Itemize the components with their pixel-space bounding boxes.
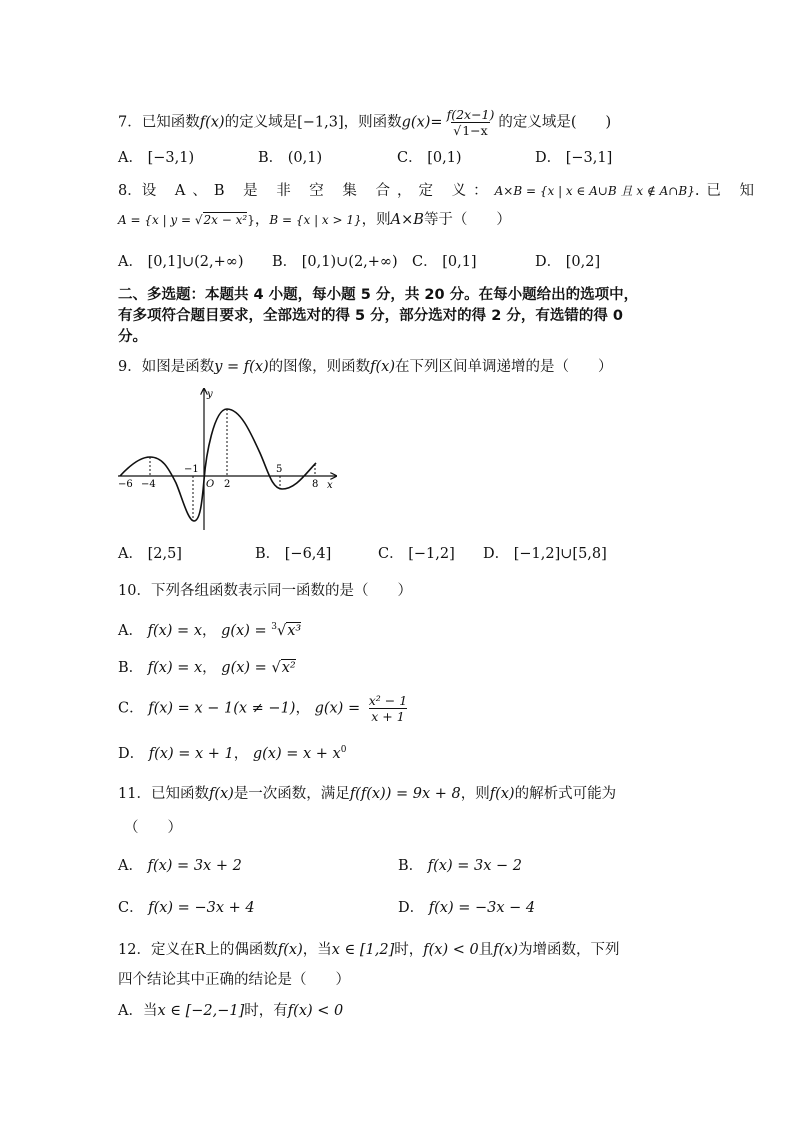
q7-stem: 7．已知函数f(x)的定义域是[−1,3]，则函数g(x)= $\frac{f(2x-1)}{√1-x}$ 的定义域是( ) bbox=[118, 107, 612, 138]
q8-option-c[interactable]: C． [0,1] bbox=[412, 254, 477, 270]
q8-option-a[interactable]: A． [0,1]∪(2,+∞) bbox=[118, 254, 244, 270]
q7-option-a[interactable]: A． [−3,1) bbox=[118, 150, 195, 166]
q7-fraction: $\frac{f(2x-1)}{√1-x}$ bbox=[446, 107, 495, 138]
q10-option-c[interactable]: C． f(x) = x − 1(x ≠ −1)， g(x) = $\frac{\text{x² − 1}}{x + 1}$ bbox=[118, 693, 408, 724]
q11-option-b[interactable]: B． f(x) = 3x − 2 bbox=[398, 858, 522, 874]
q12-number: 12． bbox=[118, 942, 151, 958]
q8-option-b[interactable]: B． [0,1)∪(2,+∞) bbox=[272, 254, 398, 270]
q8-number: 8． bbox=[118, 183, 142, 199]
q10-option-b[interactable]: B． f(x) = x， g(x) = √x² bbox=[118, 660, 296, 676]
q11-number: 11． bbox=[118, 786, 151, 802]
q7-f-x: f(x) bbox=[199, 114, 225, 131]
q8-option-d[interactable]: D． [0,2] bbox=[535, 254, 601, 270]
q8-definition: A×B = {x | x ∈ A∪B 且 x ∉ A∩B} bbox=[494, 184, 695, 198]
q9-curve bbox=[120, 409, 319, 521]
q9-number: 9． bbox=[118, 359, 142, 375]
section2-line2: 有多项符合题目要求，全部选对的得 5 分，部分选对的得 2 分，有选错的得 0 bbox=[118, 308, 624, 324]
section2-line3: 分。 bbox=[118, 329, 147, 345]
q12-stem-line1: 12．定义在R上的偶函数f(x)，当x ∈ [1,2]时，f(x) < 0且f(x)为增函数，下列 bbox=[118, 942, 620, 958]
q9-y-label: y bbox=[207, 389, 213, 400]
q7-option-d[interactable]: D． [−3,1] bbox=[535, 150, 613, 166]
q9-tick-label: 5 bbox=[276, 464, 283, 475]
q10-number: 10． bbox=[118, 583, 151, 599]
q12-stem-line2: 四个结论其中正确的结论是（ ） bbox=[118, 972, 350, 988]
q7-number: 7． bbox=[118, 114, 142, 131]
q9-origin-label: O bbox=[206, 479, 215, 490]
q11-option-a[interactable]: A． f(x) = 3x + 2 bbox=[118, 858, 242, 874]
q8-stem-line2: A = {x | y = √2x − x²}，B = {x | x > 1}，则A×B等于（ ） bbox=[118, 212, 511, 228]
q9-tick-label: 2 bbox=[224, 479, 231, 490]
q12-option-a[interactable]: A．当x ∈ [−2,−1]时，有f(x) < 0 bbox=[118, 1003, 344, 1019]
q9-option-a[interactable]: A． [2,5] bbox=[118, 546, 182, 562]
q11-paren: （ ） bbox=[124, 820, 182, 836]
q10-option-d[interactable]: D． f(x) = x + 1， $g(x) = x + x^0$ bbox=[118, 745, 347, 762]
q10-stem: 10．下列各组函数表示同一函数的是（ ） bbox=[118, 583, 412, 599]
q7-domain: [−1,3] bbox=[297, 114, 344, 131]
q9-option-d[interactable]: D． [−1,2]∪[5,8] bbox=[483, 546, 607, 562]
q10-option-a[interactable]: A． f(x) = x， g(x) = $^3$√x³ bbox=[118, 622, 302, 639]
q11-option-c[interactable]: C． f(x) = −3x + 4 bbox=[118, 900, 255, 916]
q9-stem: 9．如图是函数y = f(x)的图像，则函数f(x)在下列区间单调递增的是（ ） bbox=[118, 359, 613, 375]
q9-tick-label: 8 bbox=[312, 479, 319, 490]
q11-option-d[interactable]: D． f(x) = −3x − 4 bbox=[398, 900, 536, 916]
q7-option-b[interactable]: B． (0,1) bbox=[258, 150, 323, 166]
section2-line1: 二、多选题：本题共 4 小题，每小题 5 分，共 20 分。在每小题给出的选项中， bbox=[118, 287, 639, 303]
q9-x-label: x bbox=[327, 480, 333, 491]
q11-stem: 11．已知函数f(x)是一次函数，满足f(f(x)) = 9x + 8，则f(x)的解析式可能为 bbox=[118, 786, 617, 802]
q8-stem-line1: 8．设 A、B 是 非 空 集 合，定 义：A×B = {x | x ∈ A∪B 且 x ∉ A∩B}.已 知 bbox=[118, 183, 762, 199]
q9-tick-label: −4 bbox=[141, 479, 156, 490]
q9-option-c[interactable]: C． [−1,2] bbox=[378, 546, 455, 562]
q9-function-graph bbox=[114, 385, 344, 535]
q9-tick-label: −6 bbox=[118, 479, 133, 490]
q9-tick-label: −1 bbox=[184, 464, 199, 475]
q7-option-c[interactable]: C． [0,1) bbox=[397, 150, 462, 166]
q9-option-b[interactable]: B． [−6,4] bbox=[255, 546, 332, 562]
